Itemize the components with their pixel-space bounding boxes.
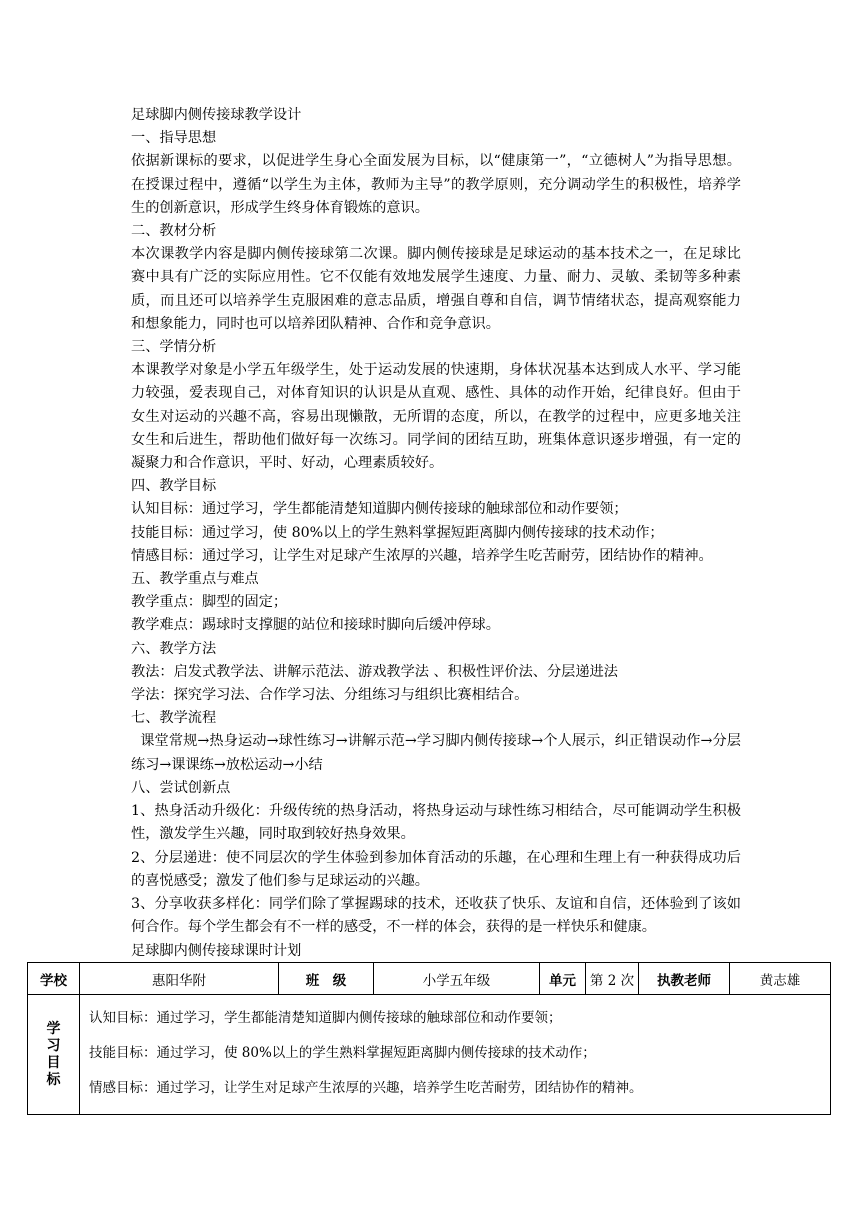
document-title: 足球脚内侧传接球教学设计 bbox=[131, 107, 302, 123]
objectives-cell bbox=[80, 995, 831, 1115]
section-heading: 三、学情分析 bbox=[131, 339, 217, 356]
school-label: 学校 bbox=[28, 963, 80, 995]
section-heading: 七、教学流程 bbox=[131, 710, 217, 727]
section-paragraph: 学法：探究学习法、合作学习法、分组练习与组织比赛相结合。 bbox=[131, 687, 529, 704]
section-paragraph: 本课教学对象是小学五年级学生，处于运动发展的快速期，身体状况基本达到成人水平、学习能力较强，爱表现自己，对体育知识的认识是从直观、感性、具体的动作开始，纪律良好。但由于女生对运动的兴趣不高，容易出现懒散，无所谓的态度，所以，在教学的过程中，应更多地关注女生和后进生，帮助他们做好每一次练习。同学间的团结互助，班集体意识逐步增强，有一定的凝聚力和合作意识，平时、好动，心理素质较好。 bbox=[131, 362, 741, 472]
section-paragraph: 依据新课标的要求，以促进学生身心全面发展为目标，以“健康第一”，“立德树人”为指导思想。在授课过程中，遵循“以学生为主体，教师为主导”的教学原则，充分调动学生的积极性，培养学生的创新意识，形成学生终身体育锻炼的意识。 bbox=[131, 153, 741, 216]
class-value: 小学五年级 bbox=[374, 963, 540, 995]
section-paragraph: 2、分层递进：使不同层次的学生体验到参加体育活动的乐趣，在心理和生理上有一种获得成功后的喜悦感受；激发了他们参与足球运动的兴趣。 bbox=[131, 849, 741, 889]
section-paragraph: 教学重点：脚型的固定； bbox=[131, 594, 288, 611]
objective-item: 认知目标：通过学习，学生都能清楚知道脚内侧传接球的触球部位和动作要领； bbox=[89, 1010, 562, 1026]
unit-label: 单元 bbox=[540, 963, 586, 995]
table-row bbox=[28, 963, 831, 995]
school-value: 惠阳华附 bbox=[80, 963, 279, 995]
section-heading: 四、教学目标 bbox=[131, 478, 217, 495]
section-paragraph: 1、热身活动升级化：升级传统的热身活动，将热身运动与球性练习相结合，尽可能调动学生积极性，激发学生兴趣，同时取到较好热身效果。 bbox=[131, 803, 741, 843]
lesson-plan-title: 足球脚内侧传接球课时计划 bbox=[131, 943, 302, 959]
class-label: 班 级 bbox=[279, 963, 374, 995]
section-heading: 二、教材分析 bbox=[131, 223, 217, 240]
unit-value: 第 2 次 bbox=[586, 963, 639, 995]
lesson-plan-table bbox=[27, 962, 831, 1115]
teacher-label: 执教老师 bbox=[639, 963, 730, 995]
lesson-design-document bbox=[131, 104, 741, 939]
section-heading: 八、尝试创新点 bbox=[131, 779, 231, 796]
section-paragraph: 教学难点：踢球时支撑腿的站位和接球时脚向后缓冲停球。 bbox=[131, 617, 500, 634]
objective-item: 情感目标：通过学习，让学生对足球产生浓厚的兴趣，培养学生吃苦耐劳，团结协作的精神。 bbox=[89, 1080, 643, 1096]
section-heading: 五、教学重点与难点 bbox=[131, 571, 259, 588]
section-heading: 一、指导思想 bbox=[131, 130, 217, 147]
teacher-value: 黄志雄 bbox=[730, 963, 831, 995]
section-paragraph: 情感目标：通过学习，让学生对足球产生浓厚的兴趣，培养学生吃苦耐劳，团结协作的精神。 bbox=[131, 547, 713, 564]
section-paragraph: 教法：启发式教学法、讲解示范法、游戏教学法 、积极性评价法、分层递进法 bbox=[131, 663, 618, 680]
objectives-label-cell bbox=[28, 995, 80, 1115]
section-heading: 六、教学方法 bbox=[131, 640, 217, 657]
section-paragraph: 技能目标：通过学习，使 80%以上的学生熟料掌握短距离脚内侧传接球的技术动作； bbox=[131, 524, 664, 541]
section-paragraph: 本次课教学内容是脚内侧传接球第二次课。脚内侧传接球是足球运动的基本技术之一，在足球比赛中具有广泛的实际应用性。它不仅能有效地发展学生速度、力量、耐力、灵敏、柔韧等多种素质，而且还可以培养学生克服困难的意志品质，增强自尊和自信，调节情绪状态，提高观察能力和想象能力，同时也可以培养团队精神、合作和竞争意识。 bbox=[131, 246, 741, 332]
table-row bbox=[28, 995, 831, 1115]
objectives-label: 学习目标 bbox=[46, 1020, 61, 1088]
section-paragraph: 3、分享收获多样化：同学们除了掌握踢球的技术，还收获了快乐、友谊和自信，还体验到了该如何合作。每个学生都会有不一样的感受，不一样的体会，获得的是一样快乐和健康。 bbox=[131, 895, 741, 936]
objective-item: 技能目标：通过学习，使 80%以上的学生熟料掌握短距离脚内侧传接球的技术动作； bbox=[89, 1045, 596, 1061]
section-paragraph: 课堂常规→热身运动→球性练习→讲解示范→学习脚内侧传接球→个人展示，纠正错误动作→分层练习→课课练→放松运动→小结 bbox=[131, 733, 741, 773]
section-paragraph: 认知目标：通过学习，学生都能清楚知道脚内侧传接球的触球部位和动作要领； bbox=[131, 501, 628, 518]
